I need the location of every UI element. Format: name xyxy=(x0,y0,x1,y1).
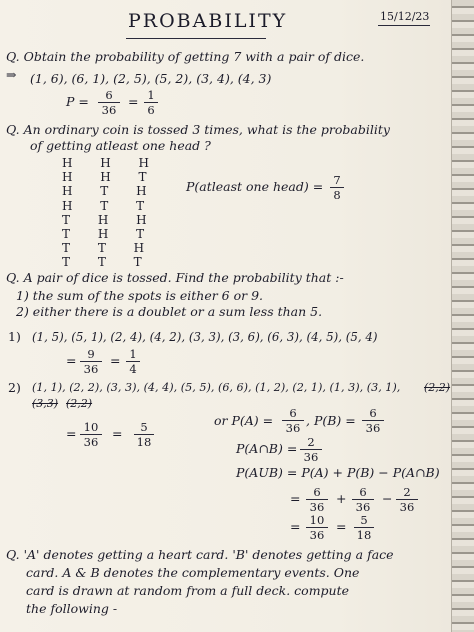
q3-f-den1: 36 xyxy=(309,528,325,542)
q3-pab-num: 2 xyxy=(307,435,315,449)
q2-question-line2: of getting atleast one head ? xyxy=(30,138,211,153)
q2-row: T H T xyxy=(62,227,157,242)
q3-f-num2: 5 xyxy=(360,513,368,527)
q3-sum-eq: = xyxy=(290,491,301,506)
q3-final-fraction-2 xyxy=(354,514,374,541)
page-date: 15/12/23 xyxy=(380,10,430,23)
q2-row: T H H xyxy=(62,212,159,227)
q3-f-num1: 10 xyxy=(309,513,325,527)
q2-row: H H T xyxy=(62,170,159,185)
q3-s-den3: 36 xyxy=(399,500,415,514)
q3-part2: 2) either there is a doublet or a sum less than 5. xyxy=(16,304,323,319)
q3-final-eq: = xyxy=(290,519,301,534)
q2-question-line1: Q. An ordinary coin is tossed 3 times, what is the probability xyxy=(6,122,390,137)
page-title: PROBABILITY xyxy=(128,10,288,32)
q4-line4: the following - xyxy=(26,601,118,616)
q3-a2-fraction-2 xyxy=(134,421,154,448)
q3-a2-num2: 5 xyxy=(140,420,148,434)
q3-a2-outcomes-line1: (1, 1), (2, 2), (3, 3), (4, 4), (5, 5), (6, 6), (1, 2), (2, 1), (1, 3), (3, 1), xyxy=(32,381,401,394)
q1-fraction-1 xyxy=(98,89,120,116)
q3-a1-fraction-1 xyxy=(80,348,102,375)
q2-row: T T T xyxy=(62,255,154,270)
q3-a1-fraction-2 xyxy=(126,348,140,375)
q4-line3: card is drawn at random from a full deck. compute xyxy=(26,583,350,598)
q3-a1-num2: 1 xyxy=(129,347,137,361)
q3-s-den2: 36 xyxy=(355,500,371,514)
q3-a2-num1: 10 xyxy=(83,420,99,434)
q1-p-label: P = xyxy=(66,94,89,109)
q3-a2-eq: = xyxy=(66,426,77,441)
q2-row: H T H xyxy=(62,184,159,199)
q3-a1-eq2: = xyxy=(110,353,121,368)
q1-eq: = xyxy=(128,94,139,109)
q1-den2: 6 xyxy=(147,103,155,117)
q1-num2: 1 xyxy=(147,88,155,102)
q1-den1: 36 xyxy=(101,103,117,117)
q3-pab-fraction xyxy=(300,436,322,463)
q3-part1: 1) the sum of the spots is either 6 or 9. xyxy=(16,288,263,303)
q1-outcomes: (1, 6), (6, 1), (2, 5), (5, 2), (3, 4), (4, 3) xyxy=(30,71,272,86)
q1-num1: 6 xyxy=(105,88,113,102)
q3-a1-eq: = xyxy=(66,353,77,368)
q2-row: H T T xyxy=(62,198,157,213)
q3-pb-num: 6 xyxy=(369,406,377,420)
q1-arrow: ⇒ xyxy=(6,67,17,82)
q3-s-num3: 2 xyxy=(403,485,411,499)
q3-sum-fraction-3 xyxy=(396,486,418,513)
q3-a2-struck-2: (3,3) xyxy=(32,397,59,410)
q3-pab-label: P(A∩B) = xyxy=(236,441,298,456)
q2-answer-label: P(atleast one head) = xyxy=(186,179,324,194)
title-underline xyxy=(126,38,266,39)
q3-pa-den: 36 xyxy=(285,421,301,435)
q3-pa-num: 6 xyxy=(289,406,297,420)
q3-a2-den2: 18 xyxy=(136,435,152,449)
q3-pa-fraction xyxy=(282,407,304,434)
q3-a1-num1: 9 xyxy=(87,347,95,361)
q1-question: Q. Obtain the probability of getting 7 with a pair of dice. xyxy=(6,49,365,64)
q4-line2: card. A & B denotes the complementary events. One xyxy=(26,565,360,580)
q3-pb-label: , P(B) = xyxy=(306,413,356,428)
q3-a2-label: 2) xyxy=(8,380,21,395)
q3-pb-den: 36 xyxy=(365,421,381,435)
q3-a2-struck-3: (2,2) xyxy=(66,397,93,410)
q3-a2-struck-1: (2,2) xyxy=(424,381,451,394)
q3-final-fraction-1 xyxy=(306,514,328,541)
q3-s-num1: 6 xyxy=(313,485,321,499)
q3-a2-den1: 36 xyxy=(83,435,99,449)
q2-answer-fraction xyxy=(330,174,344,201)
q3-sum-fraction-2 xyxy=(352,486,374,513)
q1-fraction-2 xyxy=(144,89,158,116)
q4-line1: Q. 'A' denotes getting a heart card. 'B' denotes getting a face xyxy=(6,547,394,562)
q3-a1-den2: 4 xyxy=(129,362,137,376)
q3-pb-fraction xyxy=(362,407,384,434)
q3-sum-fraction-1 xyxy=(306,486,328,513)
q3-a1-outcomes: (1, 5), (5, 1), (2, 4), (4, 2), (3, 3), (3, 6), (6, 3), (4, 5), (5, 4) xyxy=(32,330,378,344)
q3-pab-den: 36 xyxy=(303,450,319,464)
q3-question: Q. A pair of dice is tossed. Find the probability that :- xyxy=(6,270,344,285)
q3-pa-label: or P(A) = xyxy=(214,413,274,428)
date-underline xyxy=(378,25,430,26)
q3-plus: + xyxy=(336,491,347,506)
q3-a1-den1: 36 xyxy=(83,362,99,376)
q3-final-eq2: = xyxy=(336,519,347,534)
notebook-spiral-binding xyxy=(451,0,474,632)
q3-a2-eq2: = xyxy=(112,426,123,441)
q2-outcome-list xyxy=(62,156,161,270)
q3-s-den1: 36 xyxy=(309,500,325,514)
q3-a1-label: 1) xyxy=(8,329,21,344)
q3-minus: − xyxy=(382,491,393,506)
q3-f-den2: 18 xyxy=(356,528,372,542)
q2-answer-den: 8 xyxy=(333,188,341,202)
q3-s-num2: 6 xyxy=(359,485,367,499)
q3-paub-formula: P(AUB) = P(A) + P(B) − P(A∩B) xyxy=(236,465,440,480)
q2-row: H H H xyxy=(62,156,162,170)
q2-row: T T H xyxy=(62,241,157,256)
q3-a2-fraction-1 xyxy=(80,421,102,448)
q2-answer-num: 7 xyxy=(333,173,341,187)
